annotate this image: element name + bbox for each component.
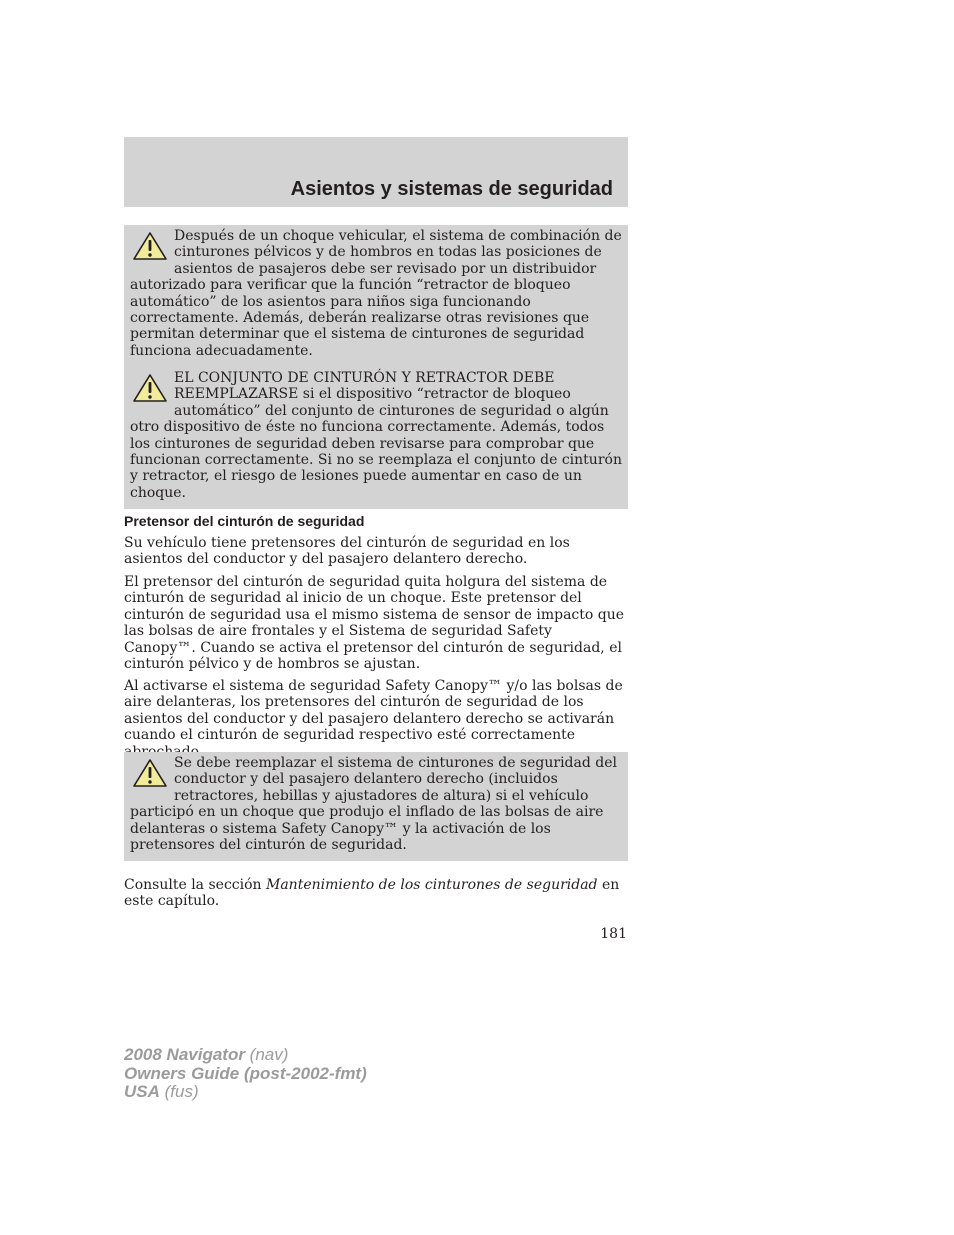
footer xyxy=(124,1046,367,1102)
warning-triangle-icon xyxy=(132,373,168,403)
footer-model-code: (nav) xyxy=(244,1045,289,1064)
warning-box-2 xyxy=(124,367,628,509)
section-heading: Pretensor del cinturón de seguridad xyxy=(124,513,365,529)
page-title: Asientos y sistemas de seguridad xyxy=(290,178,613,200)
paragraph-3: Al activarse el sistema de seguridad Safety Canopy™ y/o las bolsas de aire delanteras, los pretensores del cinturón de seguridad de los asientos del conductor y del pasajero delantero derecho se activarán cuando el cinturón de seguridad respectivo esté correctamente xyxy=(124,678,623,744)
footer-line-3 xyxy=(124,1083,367,1102)
consult-reference: Mantenimiento de los cinturones de seguridad xyxy=(266,877,598,893)
footer-market: USA xyxy=(124,1082,160,1101)
paragraph-1: Su vehículo tiene pretensores del cinturón de seguridad en los asientos del conductor y del pasajero delantero derecho. xyxy=(124,535,570,568)
warning-box-1 xyxy=(124,225,628,367)
warning-text: Se debe reemplazar el sistema de cinturones de seguridad del conductor y del pasajero delantero derecho (incluidos retractores, hebillas y ajustadores de altura) si el vehículo participó en un choque que produjo el inflado de las bolsas de aire delanteras o sistema Safety Canopy™ y la activación de los pretensores del cinturón de seguridad. xyxy=(130,755,617,854)
warning-triangle-icon xyxy=(132,231,168,261)
footer-line-2 xyxy=(124,1065,367,1084)
warning-triangle-icon xyxy=(132,758,168,788)
consult-prefix: Consulte la sección xyxy=(124,877,266,893)
consult-paragraph xyxy=(124,877,628,910)
page-number: 181 xyxy=(600,926,627,942)
footer-guide: Owners Guide (post-2002-fmt) xyxy=(124,1063,367,1083)
warning-text: EL CONJUNTO DE CINTURÓN Y RETRACTOR DEBE REEMPLAZARSE si el dispositivo “retractor de bloqueo automático” del conjunto de cinturones de seguridad o algún otro dispositivo de éste no funciona correctamente. Además, todos los cinturones de seguridad deben revisarse para comprobar que funcionan correctamente. Si no se reemplaza el conjunto de cinturón y retractor, el riesgo de lesiones puede aumentar en caso de un choque. xyxy=(130,370,622,501)
footer-model: 2008 Navigator xyxy=(124,1045,245,1064)
consult-suffix: en este capítulo. xyxy=(124,877,620,910)
footer-line-1 xyxy=(124,1046,367,1065)
paragraph-2: El pretensor del cinturón de seguridad quita holgura del sistema de cinturón de seguridad al inicio de un choque. Este pretensor del cinturón de seguridad usa el mismo sistema de sensor de impacto que las bolsas de aire frontales y el Sistema de seguridad Safety Canopy™. Cuando se activa el pretensor del cinturón de seguridad, el cinturón pélvico y de hombros se ajustan. xyxy=(124,574,625,673)
warning-text: Después de un choque vehicular, el sistema de combinación de cinturones pélvicos y de hombros en todas las posiciones de asientos de pasajeros debe ser revisado por un distribuidor autorizado para verificar que la función “retractor de bloqueo automático” de los asientos para niños siga funcionando correctamente. Además, deberán realizarse otras revisiones que permitan determinar que el sistema de cinturones de seguridad funciona adecuadamente. xyxy=(130,228,622,359)
warning-box-3 xyxy=(124,752,628,861)
header-band xyxy=(124,137,628,207)
footer-market-code: (fus) xyxy=(159,1082,199,1101)
